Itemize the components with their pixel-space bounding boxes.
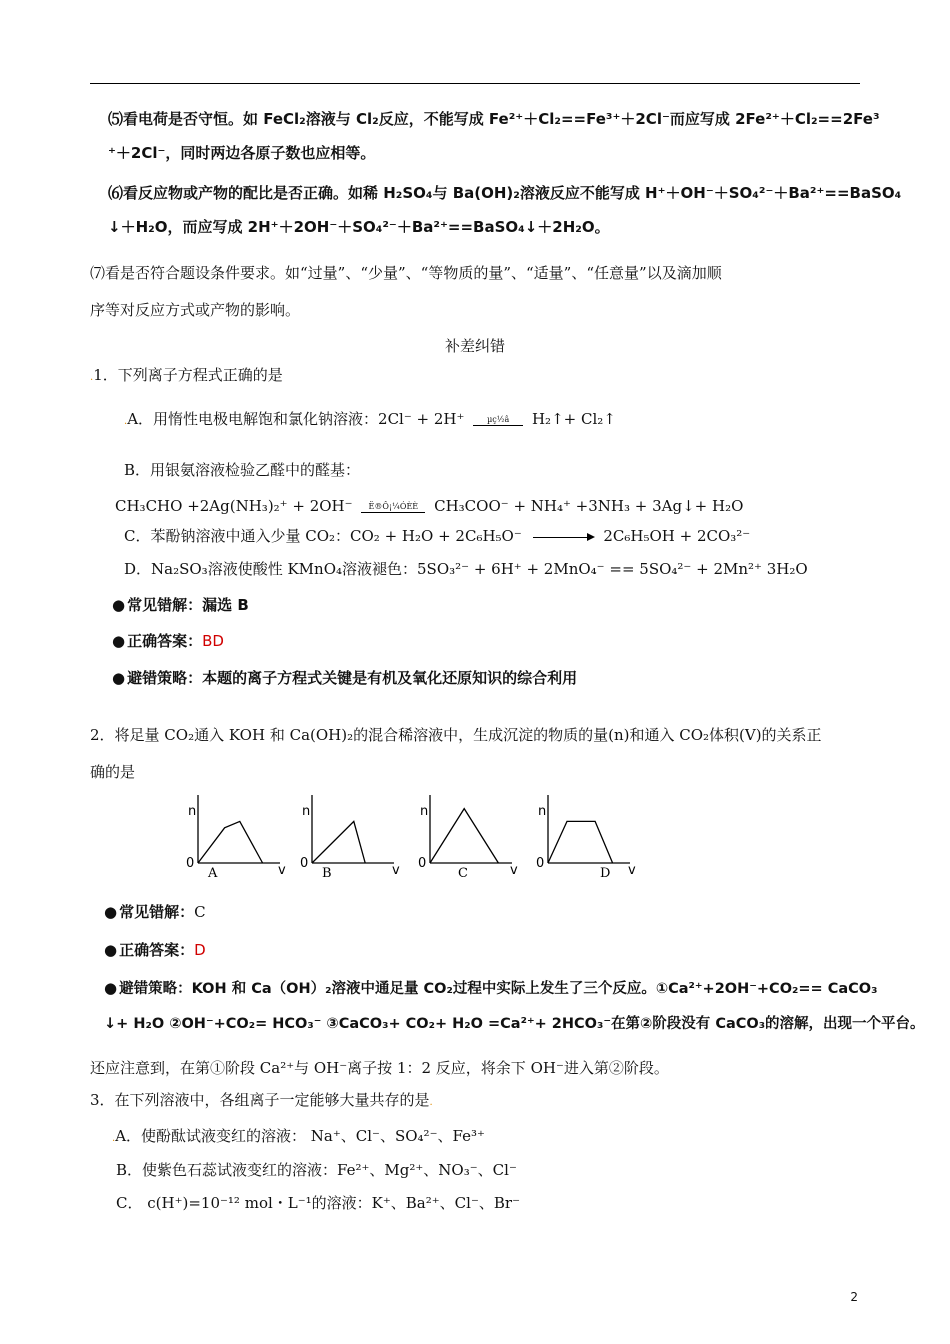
bullet-icon: ●: [104, 903, 118, 921]
q2-strategy-line-1: ● 避错策略：KOH 和 Ca（OH）₂溶液中通足量 CO₂过程中实际上发生了三个反应。①Ca²⁺+2OH⁻+CO₂== CaCO₃: [104, 979, 878, 997]
rule-7-line-1: ⑺看是否符合题设条件要求。如“过量”、“少量”、“等物质的量”、“适量”、“任意量”以及滴加顺: [90, 264, 722, 282]
section-title: 补差纠错: [444, 337, 505, 355]
revision-marker: .: [90, 372, 94, 383]
option-letter-b: B: [322, 866, 332, 881]
reaction-arrow: [533, 537, 593, 538]
question-1-option-a: .A．用惰性电极电解饱和氯化钠溶液：2Cl⁻ + 2H⁺ µç½â H₂↑+ Cl₂↑: [124, 410, 616, 428]
v-axis-label: v: [392, 863, 400, 878]
question-1-option-d: D．Na₂SO₃溶液使酸性 KMnO₄溶液褪色：5SO₃²⁻ + 6H⁺ + 2MnO₄⁻ == 5SO₄²⁻ + 2Mn²⁺ 3H₂O: [124, 560, 808, 578]
rule-5-line-2: ⁺＋2Cl⁻，同时两边各原子数也应相等。: [108, 144, 376, 162]
q1-correct-answer: ● 正确答案：BD: [112, 632, 224, 650]
n-axis-label: n: [538, 804, 547, 819]
rule-6-line-2: ↓＋H₂O，而应写成 2H⁺＋2OH⁻＋SO₄²⁻＋Ba²⁺==BaSO₄↓＋2H₂O。: [108, 218, 610, 236]
option-letter-d: D: [600, 866, 611, 881]
option-letter-a: A: [208, 866, 218, 881]
origin-label: 0: [186, 856, 195, 871]
question-2-line-1: 2．将足量 CO₂通入 KOH 和 Ca(OH)₂的混合稀溶液中，生成沉淀的物质的量(n)和通入 CO₂体积(V)的关系正: [90, 726, 822, 744]
bullet-icon: ●: [112, 669, 126, 687]
electrolysis-arrow: µç½â: [473, 415, 523, 426]
question-1-option-c: C．苯酚钠溶液中通入少量 CO₂：CO₂ + H₂O + 2C₆H₅O⁻ 2C₆H₅OH + 2CO₃²⁻: [124, 527, 751, 545]
rule-5-line-1: ⑸看电荷是否守恒。如 FeCl₂溶液与 Cl₂反应，不能写成 Fe²⁺＋Cl₂==Fe³⁺＋2Cl⁻而应写成 2Fe²⁺＋Cl₂==2Fe³: [108, 110, 880, 128]
n-axis-label: n: [302, 804, 311, 819]
graph-curve-c: [430, 809, 498, 863]
bullet-icon: ●: [104, 979, 118, 997]
question-1-option-b: B．用银氨溶液检验乙醛中的醛基：: [124, 461, 361, 479]
question-3: 3．在下列溶液中，各组离子一定能够大量共存的是.: [90, 1091, 433, 1109]
header-rule: [90, 83, 860, 84]
q2-correct-answer: ● 正确答案：D: [104, 941, 206, 959]
graph-curve-a: [198, 821, 263, 863]
question-3-option-b: B．使紫色石蕊试液变红的溶液：Fe²⁺、Mg²⁺、NO₃⁻、Cl⁻: [116, 1161, 517, 1179]
question-1: .1．下列离子方程式正确的是: [90, 366, 283, 384]
rule-6-line-1: ⑹看反应物或产物的配比是否正确。如稀 H₂SO₄与 Ba(OH)₂溶液反应不能写成 H⁺＋OH⁻＋SO₄²⁻＋Ba²⁺==BaSO₄: [108, 184, 902, 202]
v-axis-label: v: [628, 863, 636, 878]
q1-strategy: ● 避错策略：本题的离子方程式关键是有机及氧化还原知识的综合利用: [112, 669, 578, 687]
page-number: 2: [850, 1290, 858, 1304]
bullet-icon: ●: [112, 632, 126, 650]
question-2-line-2: 确的是: [90, 763, 136, 781]
q2-note: 还应注意到，在第①阶段 Ca²⁺与 OH⁻离子按 1：2 反应，将余下 OH⁻进入第②阶段。: [90, 1059, 669, 1077]
v-axis-label: v: [510, 863, 518, 878]
question-3-option-c: C． c(H⁺)=10⁻¹² mol・L⁻¹的溶液：K⁺、Ba²⁺、Cl⁻、Br⁻: [116, 1194, 520, 1212]
q1-common-error: ● 常见错解：漏选 B: [112, 596, 249, 614]
origin-label: 0: [300, 856, 309, 871]
rule-7-line-2: 序等对反应方式或产物的影响。: [90, 301, 301, 319]
v-axis-label: v: [278, 863, 286, 878]
n-axis-label: n: [420, 804, 429, 819]
revision-marker: .: [429, 1097, 433, 1108]
graph-curve-b: [312, 821, 365, 863]
bullet-icon: ●: [112, 596, 126, 614]
option-letter-c: C: [458, 866, 468, 881]
bullet-icon: ●: [104, 941, 118, 959]
question-3-option-a: .A．使酚酞试液变红的溶液： Na⁺、Cl⁻、SO₄²⁻、Fe³⁺: [112, 1127, 485, 1145]
q2-strategy-line-2: ↓+ H₂O ②OH⁻+CO₂= HCO₃⁻ ③CaCO₃+ CO₂+ H₂O =Ca²⁺+ 2HCO₃⁻在第②阶段没有 CaCO₃的溶解，出现一个平台。: [104, 1016, 925, 1032]
origin-label: 0: [418, 856, 427, 871]
q2-common-error: ● 常见错解：C: [104, 903, 206, 921]
graph-curve-d: [548, 821, 613, 863]
option-graphs: [0, 790, 950, 890]
question-1-option-b-equation: CH₃CHO +2Ag(NH₃)₂⁺ + 2OH⁻ Ë®Ô¡¼ÓÈÈ CH₃COO⁻ + NH₄⁺ +3NH₃ + 3Ag↓+ H₂O: [115, 497, 744, 515]
origin-label: 0: [536, 856, 545, 871]
revision-marker: .: [112, 1133, 116, 1144]
revision-marker: .: [124, 416, 128, 427]
heating-arrow: Ë®Ô¡¼ÓÈÈ: [361, 502, 425, 513]
n-axis-label: n: [188, 804, 197, 819]
